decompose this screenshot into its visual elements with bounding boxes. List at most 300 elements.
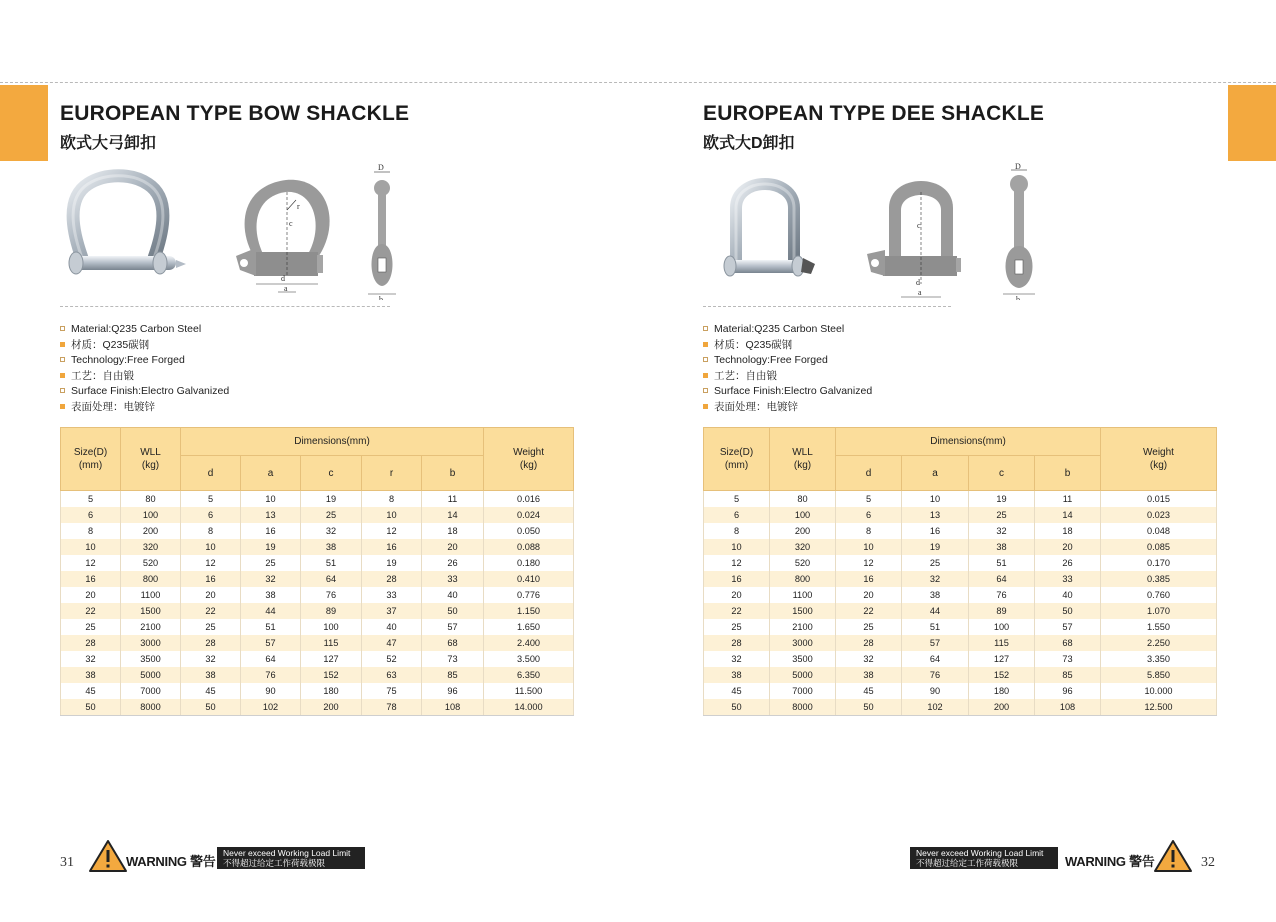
table-cell: 12.500	[1101, 699, 1217, 716]
col-header-dim-d: d	[836, 456, 902, 491]
dee-shackle-spec-table	[703, 427, 1217, 716]
table-cell: 3500	[121, 651, 181, 667]
table-cell: 1100	[121, 587, 181, 603]
table-cell: 38	[61, 667, 121, 683]
table-cell: 0.088	[484, 539, 574, 555]
dim-label-b: b	[1016, 295, 1020, 300]
warning-message: Never exceed Working Load Limit 不得超过给定工作荷载极限	[217, 847, 365, 869]
table-cell: 2.250	[1101, 635, 1217, 651]
table-cell: 22	[704, 603, 770, 619]
table-cell: 0.016	[484, 491, 574, 508]
table-cell: 75	[362, 683, 422, 699]
dim-label-r: r	[297, 202, 300, 211]
table-cell: 57	[241, 635, 301, 651]
dim-label-D: D	[378, 163, 384, 172]
product-figures	[60, 160, 580, 300]
table-cell: 115	[969, 635, 1035, 651]
table-cell: 25	[969, 507, 1035, 523]
table-cell: 6	[181, 507, 241, 523]
table-cell: 102	[902, 699, 969, 716]
table-cell: 108	[1035, 699, 1101, 716]
table-cell: 32	[902, 571, 969, 587]
table-cell: 5	[181, 491, 241, 508]
table-cell: 32	[241, 571, 301, 587]
table-row	[704, 651, 1217, 667]
page-number: 31	[60, 855, 74, 870]
table-cell: 320	[121, 539, 181, 555]
solid-square-bullet-icon	[703, 404, 708, 409]
table-row	[61, 635, 574, 651]
table-cell: 26	[1035, 555, 1101, 571]
table-cell: 45	[836, 683, 902, 699]
table-row	[61, 587, 574, 603]
table-cell: 26	[422, 555, 484, 571]
dim-label-c: c	[917, 221, 921, 230]
col-header-weight: Weight (kg)	[484, 428, 574, 491]
right-section-tab	[1228, 85, 1276, 161]
table-cell: 51	[301, 555, 362, 571]
table-cell: 152	[969, 667, 1035, 683]
col-header-dim-a: a	[902, 456, 969, 491]
table-cell: 50	[422, 603, 484, 619]
col-header-dim-a: a	[241, 456, 301, 491]
table-cell: 6	[61, 507, 121, 523]
table-cell: 1500	[121, 603, 181, 619]
table-cell: 44	[241, 603, 301, 619]
table-cell: 127	[301, 651, 362, 667]
table-cell: 0.776	[484, 587, 574, 603]
hollow-square-bullet-icon	[60, 326, 65, 331]
table-cell: 12	[704, 555, 770, 571]
spec-item: Material:Q235 Carbon Steel	[703, 322, 872, 338]
table-cell: 50	[836, 699, 902, 716]
col-header-dim-b: b	[422, 456, 484, 491]
table-cell: 10	[362, 507, 422, 523]
table-row	[704, 683, 1217, 699]
table-cell: 45	[704, 683, 770, 699]
table-cell: 25	[301, 507, 362, 523]
table-cell: 37	[362, 603, 422, 619]
spec-item: 材质：Q235碳钢	[60, 338, 229, 354]
table-cell: 16	[902, 523, 969, 539]
bow-shackle-figures	[60, 160, 580, 300]
table-cell: 47	[362, 635, 422, 651]
table-row	[704, 555, 1217, 571]
table-cell: 8	[836, 523, 902, 539]
table-cell: 11	[422, 491, 484, 508]
table-cell: 12	[362, 523, 422, 539]
bow-shackle-side-drawing	[368, 163, 396, 300]
table-cell: 2.400	[484, 635, 574, 651]
table-cell: 57	[902, 635, 969, 651]
table-row	[61, 667, 574, 683]
left-page	[60, 0, 580, 922]
col-header-dim-d: d	[181, 456, 241, 491]
table-cell: 45	[61, 683, 121, 699]
table-cell: 50	[61, 699, 121, 716]
table-cell: 32	[836, 651, 902, 667]
table-row	[61, 683, 574, 699]
table-cell: 18	[422, 523, 484, 539]
table-cell: 68	[1035, 635, 1101, 651]
dim-label-a: a	[284, 284, 288, 293]
page-title: EUROPEAN TYPE BOW SHACKLE	[60, 102, 410, 125]
table-row	[704, 603, 1217, 619]
table-cell: 76	[241, 667, 301, 683]
table-cell: 0.385	[1101, 571, 1217, 587]
table-cell: 28	[61, 635, 121, 651]
table-cell: 89	[301, 603, 362, 619]
table-cell: 10	[61, 539, 121, 555]
table-cell: 6	[704, 507, 770, 523]
hollow-square-bullet-icon	[60, 357, 65, 362]
table-row	[704, 539, 1217, 555]
spec-item: 工艺：自由锻	[703, 369, 872, 385]
table-row	[704, 571, 1217, 587]
table-cell: 14	[1035, 507, 1101, 523]
table-cell: 25	[704, 619, 770, 635]
table-cell: 20	[181, 587, 241, 603]
table-cell: 8	[61, 523, 121, 539]
col-header-dimensions: Dimensions(mm)	[181, 428, 484, 456]
table-cell: 13	[902, 507, 969, 523]
table-cell: 76	[902, 667, 969, 683]
table-cell: 10.000	[1101, 683, 1217, 699]
page-subtitle-cn: 欧式大D卸扣	[703, 135, 795, 152]
table-cell: 38	[969, 539, 1035, 555]
table-cell: 320	[770, 539, 836, 555]
table-cell: 20	[61, 587, 121, 603]
table-cell: 10	[241, 491, 301, 508]
table-cell: 3000	[770, 635, 836, 651]
product-figures	[703, 160, 1223, 300]
dim-label-c: c	[289, 219, 293, 228]
table-cell: 100	[301, 619, 362, 635]
table-cell: 16	[181, 571, 241, 587]
table-cell: 32	[301, 523, 362, 539]
table-row	[61, 491, 574, 508]
table-cell: 16	[704, 571, 770, 587]
table-cell: 200	[301, 699, 362, 716]
table-cell: 25	[902, 555, 969, 571]
solid-square-bullet-icon	[703, 342, 708, 347]
table-cell: 19	[362, 555, 422, 571]
table-cell: 85	[1035, 667, 1101, 683]
table-cell: 19	[969, 491, 1035, 508]
col-header-wll: WLL (kg)	[770, 428, 836, 491]
table-cell: 64	[969, 571, 1035, 587]
table-row	[61, 539, 574, 555]
table-cell: 800	[121, 571, 181, 587]
table-cell: 19	[301, 491, 362, 508]
spec-item: 工艺：自由锻	[60, 369, 229, 385]
table-cell: 38	[301, 539, 362, 555]
page-subtitle-cn: 欧式大弓卸扣	[60, 135, 157, 152]
table-cell: 33	[422, 571, 484, 587]
table-cell: 51	[902, 619, 969, 635]
table-cell: 10	[704, 539, 770, 555]
solid-square-bullet-icon	[60, 373, 65, 378]
page-number: 32	[1201, 855, 1215, 870]
warning-message: Never exceed Working Load Limit 不得超过给定工作荷载极限	[910, 847, 1058, 869]
table-cell: 25	[181, 619, 241, 635]
table-cell: 22	[181, 603, 241, 619]
table-cell: 8	[362, 491, 422, 508]
table-cell: 115	[301, 635, 362, 651]
table-cell: 0.015	[1101, 491, 1217, 508]
table-cell: 2100	[121, 619, 181, 635]
table-cell: 16	[241, 523, 301, 539]
warning-label: WARNING 警告	[1065, 854, 1155, 869]
table-cell: 50	[704, 699, 770, 716]
table-cell: 0.023	[1101, 507, 1217, 523]
table-cell: 200	[121, 523, 181, 539]
col-header-dim-c: c	[301, 456, 362, 491]
col-header-dim-c: c	[969, 456, 1035, 491]
bow-shackle-photo	[69, 176, 186, 274]
right-page	[703, 0, 1223, 922]
table-cell: 85	[422, 667, 484, 683]
table-cell: 38	[902, 587, 969, 603]
table-cell: 0.024	[484, 507, 574, 523]
table-cell: 12	[61, 555, 121, 571]
table-cell: 200	[770, 523, 836, 539]
table-cell: 80	[770, 491, 836, 508]
figures-divider	[703, 306, 951, 307]
table-row	[61, 523, 574, 539]
warning-triangle-icon	[1153, 838, 1193, 874]
table-cell: 38	[241, 587, 301, 603]
table-cell: 102	[241, 699, 301, 716]
table-cell: 1500	[770, 603, 836, 619]
table-cell: 0.760	[1101, 587, 1217, 603]
table-cell: 6	[836, 507, 902, 523]
table-row	[704, 699, 1217, 716]
table-cell: 10	[181, 539, 241, 555]
warning-banner	[88, 838, 368, 874]
table-cell: 108	[422, 699, 484, 716]
page-title: EUROPEAN TYPE DEE SHACKLE	[703, 102, 1045, 125]
table-cell: 32	[704, 651, 770, 667]
table-cell: 520	[121, 555, 181, 571]
table-row	[61, 699, 574, 716]
table-cell: 28	[181, 635, 241, 651]
table-cell: 38	[704, 667, 770, 683]
table-cell: 32	[181, 651, 241, 667]
table-cell: 1100	[770, 587, 836, 603]
table-cell: 96	[422, 683, 484, 699]
table-cell: 32	[61, 651, 121, 667]
table-cell: 40	[362, 619, 422, 635]
spec-item: Surface Finish:Electro Galvanized	[703, 384, 872, 400]
table-cell: 7000	[770, 683, 836, 699]
table-cell: 11.500	[484, 683, 574, 699]
table-cell: 57	[422, 619, 484, 635]
table-cell: 50	[181, 699, 241, 716]
table-cell: 3.350	[1101, 651, 1217, 667]
table-cell: 3.500	[484, 651, 574, 667]
hollow-square-bullet-icon	[703, 326, 708, 331]
table-cell: 7000	[121, 683, 181, 699]
bow-shackle-spec-table	[60, 427, 574, 716]
table-cell: 100	[969, 619, 1035, 635]
table-cell: 16	[362, 539, 422, 555]
table-cell: 89	[969, 603, 1035, 619]
table-cell: 51	[241, 619, 301, 635]
table-cell: 57	[1035, 619, 1101, 635]
table-cell: 0.048	[1101, 523, 1217, 539]
table-cell: 8000	[121, 699, 181, 716]
col-header-weight: Weight (kg)	[1101, 428, 1217, 491]
table-row	[704, 619, 1217, 635]
table-cell: 10	[836, 539, 902, 555]
bow-shackle-drawing	[236, 180, 330, 293]
table-cell: 16	[836, 571, 902, 587]
table-row	[704, 523, 1217, 539]
col-header-dim-r: r	[362, 456, 422, 491]
left-section-tab	[0, 85, 48, 161]
table-cell: 73	[422, 651, 484, 667]
table-cell: 5000	[770, 667, 836, 683]
table-cell: 1.550	[1101, 619, 1217, 635]
table-cell: 80	[121, 491, 181, 508]
table-cell: 90	[241, 683, 301, 699]
warning-label: WARNING 警告	[126, 854, 216, 869]
table-row	[61, 603, 574, 619]
table-cell: 40	[1035, 587, 1101, 603]
table-row	[704, 491, 1217, 508]
table-cell: 180	[969, 683, 1035, 699]
col-header-wll: WLL (kg)	[121, 428, 181, 491]
table-cell: 50	[1035, 603, 1101, 619]
table-cell: 800	[770, 571, 836, 587]
table-cell: 16	[61, 571, 121, 587]
table-row	[704, 587, 1217, 603]
table-cell: 76	[301, 587, 362, 603]
spec-item: 表面处理：电镀锌	[60, 400, 229, 416]
spec-item: 材质：Q235碳钢	[703, 338, 872, 354]
table-cell: 200	[969, 699, 1035, 716]
col-header-dimensions: Dimensions(mm)	[836, 428, 1101, 456]
spec-list	[703, 322, 872, 416]
table-cell: 5	[836, 491, 902, 508]
table-row	[704, 635, 1217, 651]
table-cell: 25	[836, 619, 902, 635]
table-cell: 44	[902, 603, 969, 619]
table-cell: 0.410	[484, 571, 574, 587]
table-cell: 12	[181, 555, 241, 571]
table-cell: 6.350	[484, 667, 574, 683]
table-cell: 64	[241, 651, 301, 667]
table-cell: 0.085	[1101, 539, 1217, 555]
table-cell: 100	[770, 507, 836, 523]
warning-triangle-icon	[88, 838, 128, 874]
table-cell: 33	[1035, 571, 1101, 587]
table-cell: 10	[902, 491, 969, 508]
col-header-size: Size(D) (mm)	[61, 428, 121, 491]
dee-shackle-photo	[724, 184, 815, 276]
spec-item: Technology:Free Forged	[60, 353, 229, 369]
table-row	[704, 667, 1217, 683]
table-cell: 90	[902, 683, 969, 699]
table-cell: 1.650	[484, 619, 574, 635]
table-cell: 38	[181, 667, 241, 683]
dee-shackle-drawing	[867, 181, 961, 297]
hollow-square-bullet-icon	[703, 357, 708, 362]
table-cell: 3500	[770, 651, 836, 667]
table-cell: 64	[902, 651, 969, 667]
table-cell: 12	[836, 555, 902, 571]
table-cell: 20	[422, 539, 484, 555]
table-cell: 3000	[121, 635, 181, 651]
table-cell: 18	[1035, 523, 1101, 539]
col-header-dim-b: b	[1035, 456, 1101, 491]
table-row	[61, 651, 574, 667]
spec-item: Technology:Free Forged	[703, 353, 872, 369]
table-cell: 14.000	[484, 699, 574, 716]
table-cell: 22	[61, 603, 121, 619]
table-cell: 68	[422, 635, 484, 651]
table-cell: 8000	[770, 699, 836, 716]
table-cell: 20	[704, 587, 770, 603]
table-row	[61, 555, 574, 571]
table-cell: 11	[1035, 491, 1101, 508]
solid-square-bullet-icon	[60, 342, 65, 347]
col-header-size: Size(D) (mm)	[704, 428, 770, 491]
table-cell: 38	[836, 667, 902, 683]
dim-label-d: d	[916, 278, 920, 287]
table-cell: 180	[301, 683, 362, 699]
table-cell: 45	[181, 683, 241, 699]
table-cell: 78	[362, 699, 422, 716]
spec-item: 表面处理：电镀锌	[703, 400, 872, 416]
table-cell: 20	[836, 587, 902, 603]
dim-label-d: d	[281, 274, 285, 283]
warning-banner	[910, 838, 1190, 874]
table-cell: 1.070	[1101, 603, 1217, 619]
hollow-square-bullet-icon	[703, 388, 708, 393]
table-cell: 51	[969, 555, 1035, 571]
table-cell: 0.180	[484, 555, 574, 571]
table-cell: 96	[1035, 683, 1101, 699]
dim-label-b: b	[379, 295, 383, 300]
table-cell: 33	[362, 587, 422, 603]
table-cell: 127	[969, 651, 1035, 667]
spec-list	[60, 322, 229, 416]
hollow-square-bullet-icon	[60, 388, 65, 393]
table-cell: 19	[241, 539, 301, 555]
table-cell: 100	[121, 507, 181, 523]
table-cell: 28	[704, 635, 770, 651]
table-cell: 13	[241, 507, 301, 523]
dee-shackle-side-drawing	[1003, 162, 1035, 300]
table-cell: 520	[770, 555, 836, 571]
table-cell: 0.050	[484, 523, 574, 539]
table-cell: 20	[1035, 539, 1101, 555]
table-cell: 19	[902, 539, 969, 555]
table-cell: 32	[969, 523, 1035, 539]
table-cell: 40	[422, 587, 484, 603]
table-row	[61, 571, 574, 587]
dim-label-D: D	[1015, 162, 1021, 171]
table-cell: 152	[301, 667, 362, 683]
table-cell: 1.150	[484, 603, 574, 619]
dim-label-a: a	[918, 288, 922, 297]
table-cell: 5000	[121, 667, 181, 683]
table-cell: 28	[836, 635, 902, 651]
table-cell: 64	[301, 571, 362, 587]
table-cell: 2100	[770, 619, 836, 635]
